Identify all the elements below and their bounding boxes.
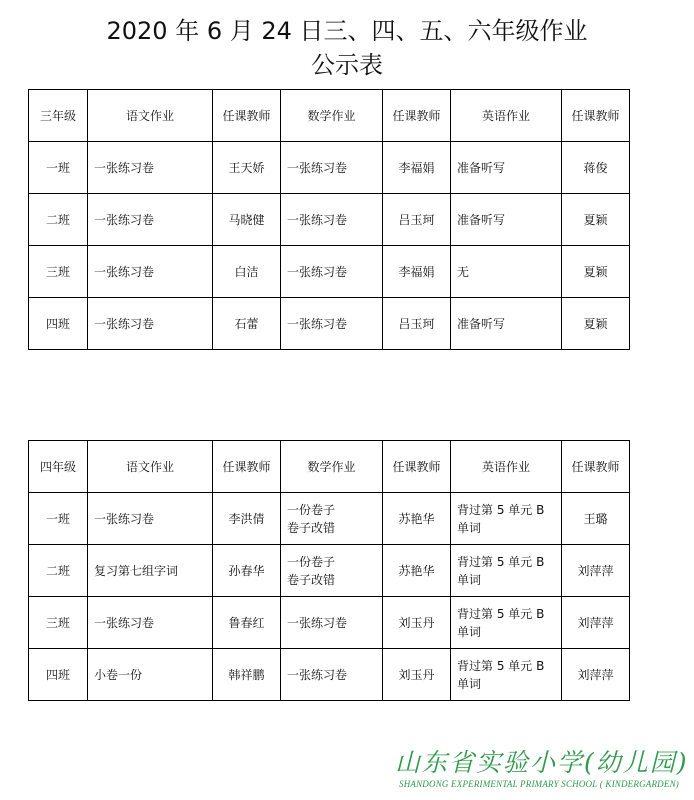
grade-label: 四年级 <box>29 441 88 493</box>
table-row <box>29 298 630 350</box>
header-teacher: 任课教师 <box>213 90 281 142</box>
school-logo-chinese: 山东省实验小学(幼儿园) <box>395 748 689 777</box>
header-english: 英语作业 <box>451 441 562 493</box>
grade3-homework-table <box>28 89 630 350</box>
math-homework <box>281 298 383 350</box>
math-homework-line: 一张练习卷 <box>287 316 348 331</box>
english-homework: 准备听写 <box>451 298 562 350</box>
english-homework: 背过第 5 单元 B 单词 <box>451 545 562 597</box>
chinese-teacher: 韩祥鹏 <box>213 649 281 701</box>
header-teacher: 任课教师 <box>562 441 630 493</box>
chinese-homework: 一张练习卷 <box>88 493 213 545</box>
english-teacher: 刘萍萍 <box>562 649 630 701</box>
grade4-homework-table <box>28 440 630 701</box>
math-homework <box>281 246 383 298</box>
title-line-1: 2020 年 6 月 24 日三、四、五、六年级作业 <box>106 17 588 45</box>
chinese-teacher: 孙春华 <box>213 545 281 597</box>
header-chinese: 语文作业 <box>88 441 213 493</box>
page-title <box>0 14 694 82</box>
class-name: 二班 <box>29 545 88 597</box>
math-homework <box>281 493 383 545</box>
header-teacher: 任课教师 <box>213 441 281 493</box>
chinese-teacher: 李洪倩 <box>213 493 281 545</box>
english-teacher: 蒋俊 <box>562 142 630 194</box>
class-name: 三班 <box>29 246 88 298</box>
class-name: 一班 <box>29 142 88 194</box>
math-homework <box>281 194 383 246</box>
math-homework-line: 一张练习卷 <box>287 160 348 175</box>
table-row <box>29 493 630 545</box>
header-teacher: 任课教师 <box>383 90 451 142</box>
english-teacher: 王璐 <box>562 493 630 545</box>
english-teacher: 刘萍萍 <box>562 597 630 649</box>
chinese-homework: 一张练习卷 <box>88 246 213 298</box>
header-math: 数学作业 <box>281 90 383 142</box>
table-row <box>29 597 630 649</box>
chinese-teacher: 马晓健 <box>213 194 281 246</box>
table-row <box>29 194 630 246</box>
chinese-homework: 一张练习卷 <box>88 194 213 246</box>
chinese-homework: 复习第七组字词 <box>88 545 213 597</box>
class-name: 四班 <box>29 649 88 701</box>
grade-label: 三年级 <box>29 90 88 142</box>
english-homework: 背过第 5 单元 B 单词 <box>451 597 562 649</box>
english-homework: 准备听写 <box>451 194 562 246</box>
chinese-teacher: 鲁春红 <box>213 597 281 649</box>
class-name: 二班 <box>29 194 88 246</box>
title-line-2: 公示表 <box>311 51 383 79</box>
math-teacher: 吕玉珂 <box>383 298 451 350</box>
class-name: 一班 <box>29 493 88 545</box>
math-teacher: 李福娟 <box>383 246 451 298</box>
math-teacher: 刘玉丹 <box>383 649 451 701</box>
header-teacher: 任课教师 <box>562 90 630 142</box>
math-homework-line: 一张练习卷 <box>287 212 348 227</box>
header-chinese: 语文作业 <box>88 90 213 142</box>
english-homework: 背过第 5 单元 B 单词 <box>451 649 562 701</box>
class-name: 四班 <box>29 298 88 350</box>
table-row <box>29 649 630 701</box>
math-teacher: 吕玉珂 <box>383 194 451 246</box>
english-homework: 准备听写 <box>451 142 562 194</box>
chinese-homework: 一张练习卷 <box>88 298 213 350</box>
school-logo-english: SHANDONG EXPERIMENTAL PRIMARY SCHOOL ( KINDERGARDEN) <box>399 779 679 789</box>
chinese-homework: 一张练习卷 <box>88 142 213 194</box>
math-teacher: 刘玉丹 <box>383 597 451 649</box>
math-homework-line: 一张练习卷 <box>287 264 348 279</box>
math-homework-line: 一份卷子 <box>287 502 336 517</box>
chinese-homework: 一张练习卷 <box>88 597 213 649</box>
math-homework <box>281 142 383 194</box>
math-homework <box>281 545 383 597</box>
math-homework-line: 一张练习卷 <box>287 667 348 682</box>
math-homework <box>281 597 383 649</box>
class-name: 三班 <box>29 597 88 649</box>
english-homework: 无 <box>451 246 562 298</box>
english-homework: 背过第 5 单元 B 单词 <box>451 493 562 545</box>
chinese-homework: 小卷一份 <box>88 649 213 701</box>
math-teacher: 李福娟 <box>383 142 451 194</box>
table-row <box>29 142 630 194</box>
table-header-row <box>29 90 630 142</box>
school-logo <box>395 748 689 796</box>
header-teacher: 任课教师 <box>383 441 451 493</box>
table-row <box>29 246 630 298</box>
math-homework-line: 一份卷子 <box>287 554 336 569</box>
english-teacher: 夏颖 <box>562 194 630 246</box>
chinese-teacher: 白洁 <box>213 246 281 298</box>
chinese-teacher: 王天娇 <box>213 142 281 194</box>
math-homework <box>281 649 383 701</box>
english-teacher: 夏颖 <box>562 246 630 298</box>
english-teacher: 夏颖 <box>562 298 630 350</box>
math-homework-line: 卷子改错 <box>287 520 336 535</box>
math-homework-line: 卷子改错 <box>287 572 336 587</box>
math-teacher: 苏艳华 <box>383 493 451 545</box>
english-teacher: 刘萍萍 <box>562 545 630 597</box>
table-header-row <box>29 441 630 493</box>
header-math: 数学作业 <box>281 441 383 493</box>
math-homework-line: 一张练习卷 <box>287 615 348 630</box>
header-english: 英语作业 <box>451 90 562 142</box>
table-row <box>29 545 630 597</box>
chinese-teacher: 石蕾 <box>213 298 281 350</box>
math-teacher: 苏艳华 <box>383 545 451 597</box>
